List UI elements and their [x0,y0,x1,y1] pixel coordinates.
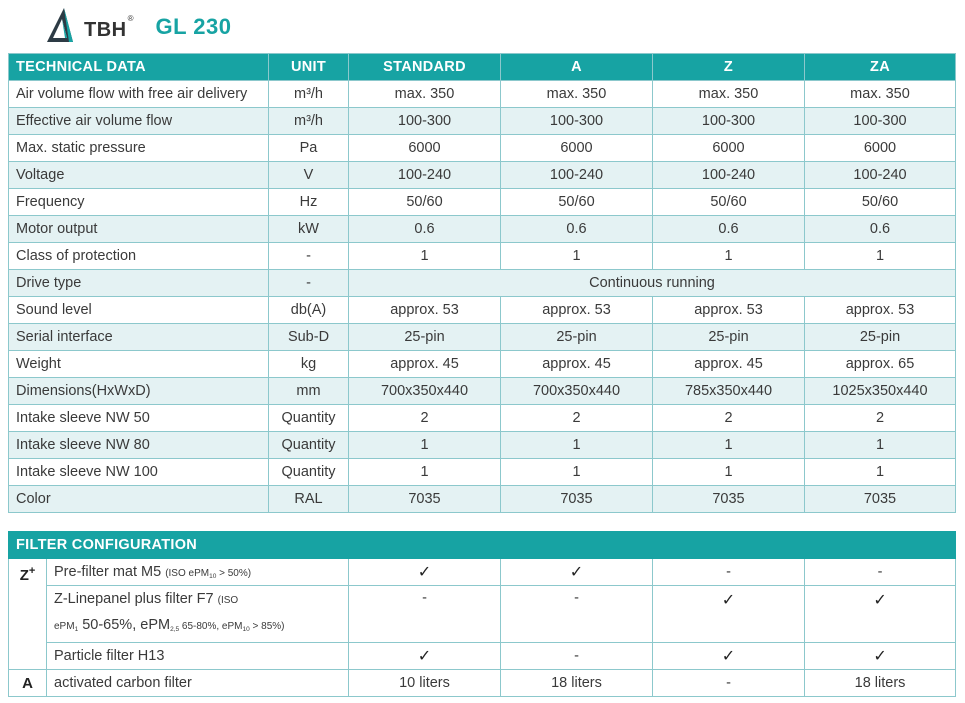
filter-header-row [9,532,956,559]
value-za: 2 [805,405,956,432]
header-technical-data: TECHNICAL DATA [9,54,269,81]
value-za: 1 [805,432,956,459]
row-label: Intake sleeve NW 100 [9,459,269,486]
value-z: 7035 [653,486,805,513]
row-unit: mm [269,378,349,405]
value-standard: 25-pin [349,324,501,351]
value-za: 0.6 [805,216,956,243]
value-standard: 7035 [349,486,501,513]
value-z: 1 [653,459,805,486]
value-a: 700x350x440 [501,378,653,405]
row-label: Serial interface [9,324,269,351]
table-row [9,297,956,324]
header-za: ZA [805,54,956,81]
dash-value: - [349,586,501,643]
carbon-value: 18 liters [501,670,653,697]
value-a: 1 [501,432,653,459]
filter-label: Z-Linepanel plus filter F7 (ISO ePM$_1$ 50-65%, ePM$_{2,5}$ 65-80%, ePM$_{10}$ > 85%) [47,586,349,643]
table-row [9,108,956,135]
value-a: approx. 45 [501,351,653,378]
dash-value: - [501,643,653,670]
value-za: approx. 53 [805,297,956,324]
value-standard: 50/60 [349,189,501,216]
value-za: 50/60 [805,189,956,216]
value-za: 1025x350x440 [805,378,956,405]
value-za: 1 [805,459,956,486]
table-row [9,432,956,459]
table-row [9,135,956,162]
carbon-value: 18 liters [805,670,956,697]
row-label: Intake sleeve NW 50 [9,405,269,432]
value-standard: 1 [349,432,501,459]
check-icon: ✓ [653,643,805,670]
dash-value: - [805,559,956,586]
table-row [9,459,956,486]
value-z: approx. 53 [653,297,805,324]
product-title: GL 230 [155,14,232,39]
row-label: Sound level [9,297,269,324]
row-unit: Sub-D [269,324,349,351]
table-row [9,270,956,297]
row-unit: m³/h [269,108,349,135]
technical-data-table [8,53,956,513]
row-unit: m³/h [269,81,349,108]
row-label: Weight [9,351,269,378]
row-label: Drive type [9,270,269,297]
value-za: 6000 [805,135,956,162]
table-row [9,189,956,216]
carbon-value: - [653,670,805,697]
value-z: 2 [653,405,805,432]
row-unit: RAL [269,486,349,513]
value-a: 1 [501,243,653,270]
value-z: 50/60 [653,189,805,216]
carbon-value: 10 liters [349,670,501,697]
value-a: 25-pin [501,324,653,351]
value-a: 100-240 [501,162,653,189]
z-plus-symbol: Z+ [9,559,47,670]
value-za: max. 350 [805,81,956,108]
value-standard: max. 350 [349,81,501,108]
filter-label: Pre-filter mat M5 (ISO ePM$_{10}$ > 50%) [47,559,349,586]
value-za: 25-pin [805,324,956,351]
row-label: Class of protection [9,243,269,270]
value-a: 2 [501,405,653,432]
tbh-logo-icon [40,5,82,47]
check-icon: ✓ [805,586,956,643]
check-icon: ✓ [349,643,501,670]
filter-row-carbon [9,670,956,697]
dash-value: - [653,559,805,586]
value-z: 25-pin [653,324,805,351]
filter-row-prefilter [9,559,956,586]
value-za: 100-300 [805,108,956,135]
table-row [9,405,956,432]
row-unit: Quantity [269,432,349,459]
row-label: Max. static pressure [9,135,269,162]
header-unit: UNIT [269,54,349,81]
row-label: Motor output [9,216,269,243]
table-header-row [9,54,956,81]
filter-label: Particle filter H13 [47,643,349,670]
check-icon: ✓ [805,643,956,670]
row-unit: Hz [269,189,349,216]
value-a: 7035 [501,486,653,513]
value-z: 100-240 [653,162,805,189]
row-unit: db(A) [269,297,349,324]
registered-mark: ® [127,13,134,23]
value-standard: 2 [349,405,501,432]
value-za: 1 [805,243,956,270]
row-unit: Quantity [269,459,349,486]
table-row [9,351,956,378]
value-standard: approx. 45 [349,351,501,378]
row-label: Intake sleeve NW 80 [9,432,269,459]
value-standard: 6000 [349,135,501,162]
filter-configuration-table [8,531,956,697]
value-z: max. 350 [653,81,805,108]
row-value-span: Continuous running [349,270,956,297]
row-label: Air volume flow with free air delivery [9,81,269,108]
table-row [9,81,956,108]
value-z: 1 [653,432,805,459]
value-standard: 100-240 [349,162,501,189]
value-standard: 0.6 [349,216,501,243]
table-row [9,216,956,243]
a-symbol: A [9,670,47,697]
row-label: Color [9,486,269,513]
value-z: 785x350x440 [653,378,805,405]
check-icon: ✓ [349,559,501,586]
value-a: 6000 [501,135,653,162]
logo-text: TBH [84,18,127,41]
filter-label: activated carbon filter [47,670,349,697]
row-label: Dimensions(HxWxD) [9,378,269,405]
row-unit: kW [269,216,349,243]
value-za: approx. 65 [805,351,956,378]
row-label: Voltage [9,162,269,189]
value-a: 100-300 [501,108,653,135]
value-standard: approx. 53 [349,297,501,324]
row-unit: kg [269,351,349,378]
value-standard: 1 [349,459,501,486]
table-row [9,243,956,270]
row-unit: - [269,270,349,297]
brand-header [40,4,232,48]
value-a: 0.6 [501,216,653,243]
value-a: 1 [501,459,653,486]
header-standard: STANDARD [349,54,501,81]
value-za: 100-240 [805,162,956,189]
check-icon: ✓ [653,586,805,643]
row-label: Effective air volume flow [9,108,269,135]
value-standard: 1 [349,243,501,270]
value-a: max. 350 [501,81,653,108]
value-za: 7035 [805,486,956,513]
table-row [9,486,956,513]
value-z: approx. 45 [653,351,805,378]
header-a: A [501,54,653,81]
value-a: 50/60 [501,189,653,216]
row-unit: Pa [269,135,349,162]
header-z: Z [653,54,805,81]
value-standard: 700x350x440 [349,378,501,405]
row-unit: V [269,162,349,189]
table-row [9,162,956,189]
table-row [9,378,956,405]
row-unit: Quantity [269,405,349,432]
value-standard: 100-300 [349,108,501,135]
dash-value: - [501,586,653,643]
value-a: approx. 53 [501,297,653,324]
value-z: 6000 [653,135,805,162]
filter-row-linepanel [9,586,956,643]
row-label: Frequency [9,189,269,216]
check-icon: ✓ [501,559,653,586]
value-z: 100-300 [653,108,805,135]
row-unit: - [269,243,349,270]
filter-row-particle [9,643,956,670]
table-row [9,324,956,351]
value-z: 0.6 [653,216,805,243]
value-z: 1 [653,243,805,270]
header-filter-configuration: FILTER CONFIGURATION [9,532,956,559]
